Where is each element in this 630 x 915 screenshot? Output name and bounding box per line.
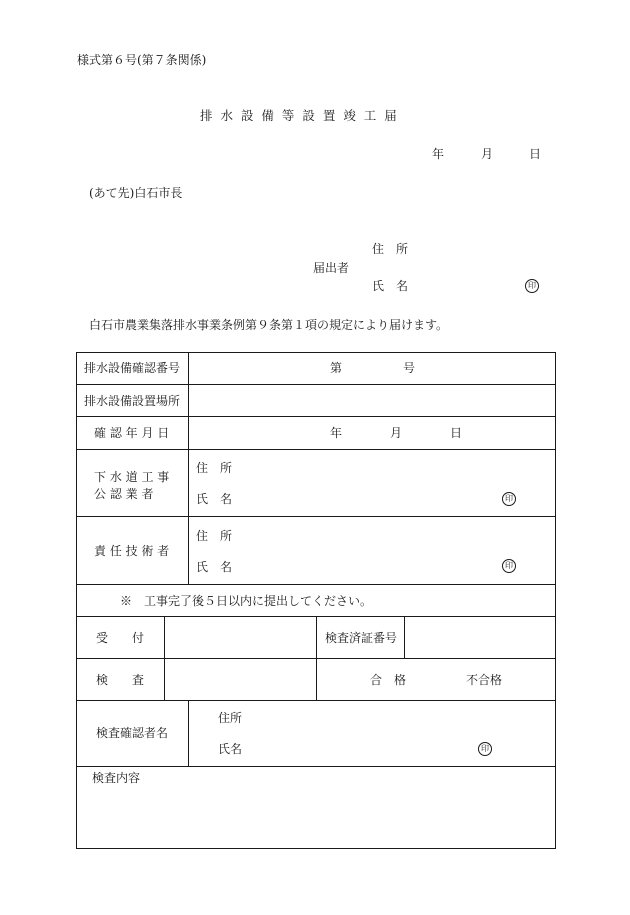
engineer-name-label: 氏 名 — [196, 560, 233, 574]
contractor-address-label: 住 所 — [196, 461, 233, 475]
inspection-confirmer-label: 検査確認者名 — [96, 726, 169, 740]
installation-location-label: 排水設備設置場所 — [84, 394, 181, 408]
confirmer-name-label: 氏名 — [218, 742, 243, 756]
confirmation-number-go: 号 — [403, 361, 416, 375]
engineer-seal-icon: 印 — [502, 559, 516, 573]
confirmation-date-year: 年 — [330, 426, 343, 440]
date-day-label: 日 — [529, 147, 542, 161]
engineer-label: 責 任 技 術 者 — [94, 544, 170, 558]
confirmation-number-dai: 第 — [330, 361, 343, 375]
receipt-label: 受 付 — [96, 631, 145, 645]
confirmation-date-label: 確 認 年 月 日 — [94, 426, 170, 440]
inspection-label: 検 査 — [96, 673, 145, 687]
addressee: (あて先)白石市長 — [89, 186, 183, 200]
confirmation-number-label: 排水設備確認番号 — [84, 361, 181, 375]
form-number: 様式第６号(第７条関係) — [77, 53, 207, 67]
contractor-name-label: 氏 名 — [196, 492, 233, 506]
contractor-label-line2: 公 認 業 者 — [94, 487, 154, 501]
page-title: 排 水 設 備 等 設 置 竣 工 届 — [200, 108, 399, 123]
engineer-address-label: 住 所 — [196, 529, 233, 543]
statement: 白石市農業集落排水事業条例第９条第１項の規定により届けます。 — [89, 318, 449, 332]
submission-notice: ※ 工事完了後５日以内に提出してください。 — [120, 594, 373, 608]
inspection-fail-option: 不合格 — [466, 673, 503, 687]
date-month-label: 月 — [481, 147, 494, 161]
applicant-seal-icon: 印 — [525, 279, 539, 293]
confirmer-address-label: 住所 — [218, 711, 243, 725]
contractor-seal-icon: 印 — [502, 492, 516, 506]
applicant-role-label: 届出者 — [313, 261, 350, 275]
inspection-certificate-label: 検査済証番号 — [325, 631, 398, 645]
date-year-label: 年 — [432, 147, 445, 161]
inspection-contents-label: 検査内容 — [92, 771, 141, 785]
confirmation-date-day: 日 — [450, 426, 463, 440]
inspection-pass-option: 合 格 — [370, 673, 407, 687]
applicant-name-label: 氏 名 — [372, 279, 409, 293]
applicant-address-label: 住 所 — [372, 242, 409, 256]
contractor-label-line1: 下 水 道 工 事 — [94, 470, 170, 484]
confirmer-seal-icon: 印 — [478, 742, 492, 756]
confirmation-date-month: 月 — [390, 426, 403, 440]
